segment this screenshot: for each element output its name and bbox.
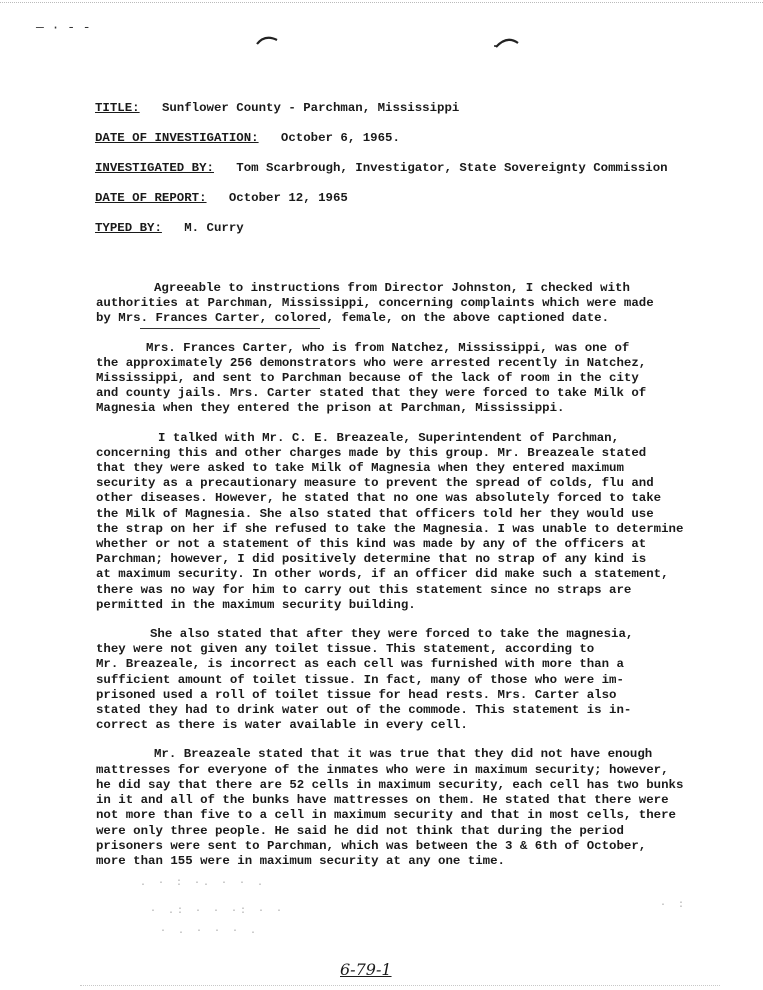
paragraph-line: prisoned used a roll of toilet tissue for head rests. Mrs. Carter also bbox=[96, 687, 617, 702]
header-investigated-line bbox=[95, 161, 735, 175]
paragraph-line: the Milk of Magnesia. She also stated that officers told her they would use bbox=[96, 506, 654, 521]
scan-noise: · : bbox=[660, 900, 688, 911]
header-date-investigation-line bbox=[95, 131, 735, 145]
handwritten-underline bbox=[140, 328, 320, 329]
paragraph-line: She also stated that after they were forced to take the magnesia, bbox=[150, 627, 634, 642]
paragraph bbox=[96, 281, 706, 327]
investigated-by-label: INVESTIGATED BY: bbox=[95, 161, 214, 175]
scan-mark: — · - - bbox=[36, 20, 91, 35]
paragraph bbox=[96, 747, 706, 869]
punch-hole-left-icon bbox=[255, 33, 279, 47]
paragraph-line: whether or not a statement of this kind was made by any of the officers at bbox=[96, 537, 647, 552]
report-header bbox=[95, 101, 735, 251]
date-investigation-label: DATE OF INVESTIGATION: bbox=[95, 131, 259, 145]
date-investigation-value: October 6, 1965. bbox=[280, 131, 400, 145]
title-label: TITLE: bbox=[95, 101, 140, 115]
paragraph-line: correct as there is water available in every cell. bbox=[96, 718, 468, 733]
paragraph-line: they were not given any toilet tissue. This statement, according to bbox=[96, 642, 595, 657]
paragraph-line: Mr. Breazeale, is incorrect as each cell was furnished with more than a bbox=[96, 657, 624, 672]
paragraph-line: Magnesia when they entered the prison at Parchman, Mississippi. bbox=[96, 401, 565, 416]
paragraph-line: Parchman; however, I did positively determine that no strap of any kind is bbox=[96, 552, 647, 567]
date-report-value: October 12, 1965 bbox=[228, 191, 348, 205]
date-report-label: DATE OF REPORT: bbox=[95, 191, 207, 205]
header-date-report-line bbox=[95, 191, 735, 205]
paragraph bbox=[96, 341, 706, 417]
paragraph bbox=[96, 431, 706, 613]
paragraph-line: that they were asked to take Milk of Magnesia when they entered maximum bbox=[96, 461, 624, 476]
paragraph-line: stated they had to drink water out of the commode. This statement is in- bbox=[96, 703, 632, 718]
paragraph-line: sufficient amount of toilet tissue. In fact, many of those who were im- bbox=[96, 672, 624, 687]
paragraph-line: Mr. Breazeale stated that it was true that they did not have enough bbox=[154, 747, 653, 762]
paragraph-line: concerning this and other charges made by this group. Mr. Breazeale stated bbox=[96, 445, 647, 460]
paragraph-line: not more than five to a cell in maximum security and that in most cells, there bbox=[96, 808, 676, 823]
paragraph-line: at maximum security. In other words, if an officer did make such a statement, bbox=[96, 567, 669, 582]
paragraph-line: he did say that there are 52 cells in maximum security, each cell has two bunks bbox=[96, 777, 684, 792]
paragraph bbox=[96, 627, 706, 733]
paragraph-line: and county jails. Mrs. Carter stated that they were forced to take Milk of bbox=[96, 386, 647, 401]
paragraph-line: Agreeable to instructions from Director Johnston, I checked with bbox=[154, 281, 630, 295]
paragraph-line: prisoners were sent to Parchman, which was between the 3 & 6th of October, bbox=[96, 838, 647, 853]
typed-by-value: M. Curry bbox=[184, 221, 244, 235]
paragraph-line: other diseases. However, he stated that no one was absolutely forced to take bbox=[96, 491, 662, 506]
typed-by-label: TYPED BY: bbox=[95, 221, 162, 235]
report-body bbox=[96, 281, 706, 883]
header-typed-line bbox=[95, 221, 735, 235]
paragraph-line: security as a precautionary measure to prevent the spread of colds, flu and bbox=[96, 476, 654, 491]
paragraph-line: in it and all of the bunks have mattresses on them. He stated that there were bbox=[96, 793, 669, 808]
page-number: 6-79-1 bbox=[340, 960, 392, 979]
paragraph-line: Mrs. Frances Carter, who is from Natchez, Mississippi, was one of bbox=[146, 340, 630, 355]
paragraph-line: the approximately 256 demonstrators who were arrested recently in Natchez, bbox=[96, 355, 647, 370]
header-title-line bbox=[95, 101, 735, 115]
paragraph-line: mattresses for everyone of the inmates who were in maximum security; however, bbox=[96, 762, 669, 777]
scan-noise: · . · · · . bbox=[160, 926, 260, 937]
paragraph-line: permitted in the maximum security building. bbox=[96, 597, 416, 612]
paragraph-line: by Mrs. Frances Carter, colored, female, on the above captioned date. bbox=[96, 311, 610, 326]
paragraph-line: were only three people. He said he did not think that during the period bbox=[96, 823, 624, 838]
title-value: Sunflower County - Parchman, Mississippi bbox=[161, 101, 460, 115]
paragraph-line: more than 155 were in maximum security at any one time. bbox=[96, 853, 505, 868]
investigated-by-value: Tom Scarbrough, Investigator, State Sovereignty Commission bbox=[236, 161, 668, 175]
punch-hole-right-icon bbox=[493, 33, 521, 51]
paragraph-line: the strap on her if she refused to take the Magnesia. I was unable to determine bbox=[96, 521, 684, 536]
top-scan-border bbox=[0, 2, 763, 3]
paragraph-line: authorities at Parchman, Mississippi, concerning complaints which were made bbox=[96, 296, 654, 311]
scan-noise: · .: · · ·: · · bbox=[150, 906, 286, 917]
bottom-scan-border bbox=[80, 985, 720, 986]
paragraph-line: I talked with Mr. C. E. Breazeale, Superintendent of Parchman, bbox=[158, 430, 620, 445]
paragraph-line: there was no way for him to carry out this statement since no straps are bbox=[96, 582, 632, 597]
paragraph-line: Mississippi, and sent to Parchman because of the lack of room in the city bbox=[96, 371, 639, 386]
scan-noise: . · : ·. · · . bbox=[140, 878, 267, 889]
